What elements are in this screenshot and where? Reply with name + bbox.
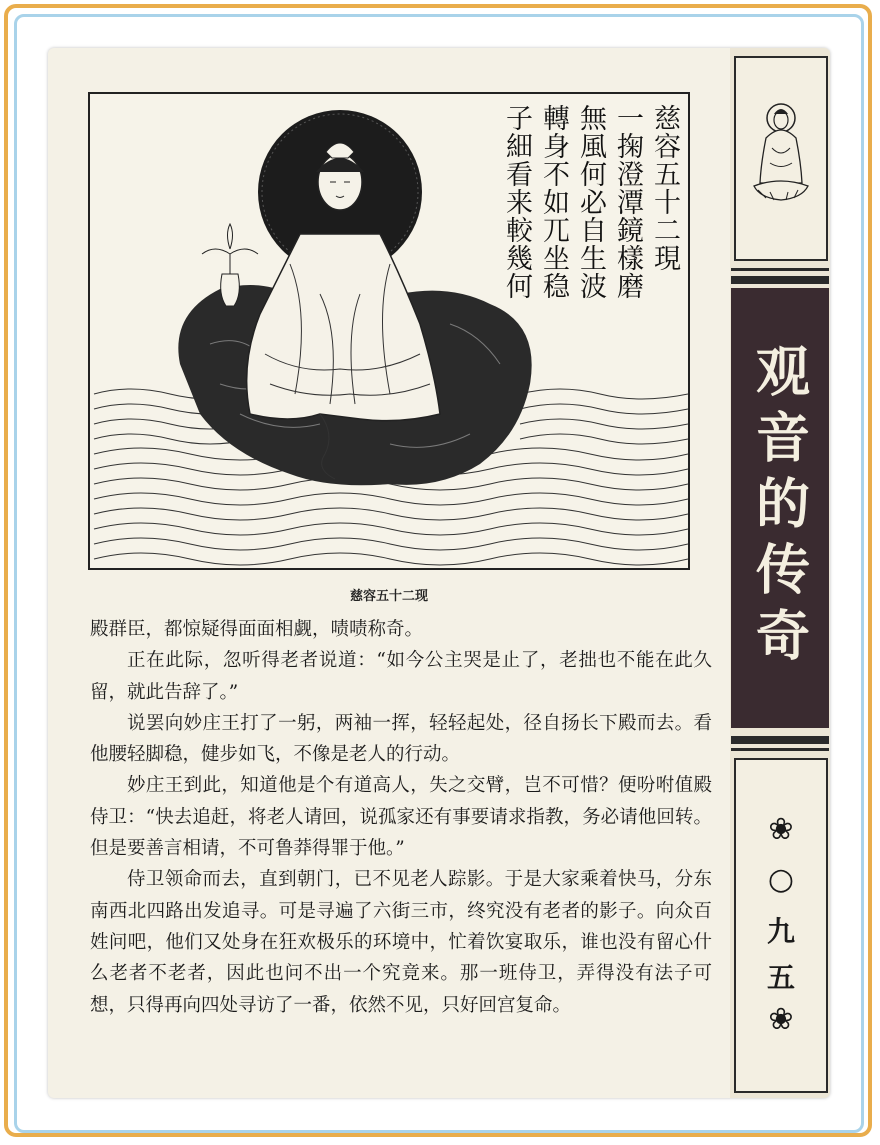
flower-ornament-icon: ❀ <box>768 812 794 847</box>
divider <box>731 736 829 744</box>
poem-columns <box>500 104 680 300</box>
page-number-box <box>734 758 828 1093</box>
flower-ornament-icon: ❀ <box>768 1002 794 1037</box>
paragraph: 殿群臣，都惊疑得面面相觑，啧啧称奇。 <box>90 619 424 640</box>
guanyin-emblem-icon <box>736 58 826 258</box>
paragraph: 侍卫领命而去，直到朝门，已不见老人踪影。于是大家乘着快马，分东南西北四路出发追寻。可是寻遍了六街三市，终究没有老者的影子。向众百姓问吧，他们又处身在狂欢极乐的环境中，忙着饮宴取乐，谁也没有留心什么老者不老者，因此也问不出一个究竟来。那一班侍卫，弄得没有法子可想，只得再向四处寻访了一番，依然不见，只好回宫复命。 <box>90 869 712 1016</box>
page-number-digit: 九 <box>766 915 795 948</box>
poem-column: 一掬澄潭鏡樣磨 <box>612 104 643 300</box>
paragraph: 正在此际，忽听得老者说道：“如今公主哭是止了，老拙也不能在此久留，就此告辞了。” <box>90 650 712 703</box>
poem-column: 無風何必自生波 <box>575 104 606 300</box>
body-text <box>90 614 712 1021</box>
divider <box>731 276 829 284</box>
divider <box>731 748 829 751</box>
book-title: 观音的传奇 <box>747 343 812 673</box>
poem-column: 子細看来較幾何 <box>501 104 532 300</box>
poem-column: 慈容五十二現 <box>649 104 680 272</box>
circle-ornament-icon: ○ <box>767 862 795 897</box>
book-title-band <box>731 288 829 728</box>
book-page <box>48 48 830 1098</box>
paragraph: 说罢向妙庄王打了一躬，两袖一挥，轻轻起处，径自扬长下殿而去。看他腰轻脚稳，健步如飞，不像是老人的行动。 <box>90 712 712 766</box>
page-number-digit: 五 <box>766 961 795 994</box>
side-emblem-box <box>734 56 828 261</box>
poem-column: 轉身不如兀坐稳 <box>538 104 569 300</box>
divider <box>731 268 829 271</box>
illustration-caption: 慈容五十二现 <box>349 589 428 604</box>
paragraph: 妙庄王到此，知道他是个有道高人，失之交臂，岂不可惜？便吩咐值殿侍卫：“快去追赶，将老人请回，说孤家还有事要请求指教，务必请他回转。但是要善言相请，不可鲁莽得罪于他。” <box>90 775 712 860</box>
guanyin-illustration <box>88 92 690 570</box>
